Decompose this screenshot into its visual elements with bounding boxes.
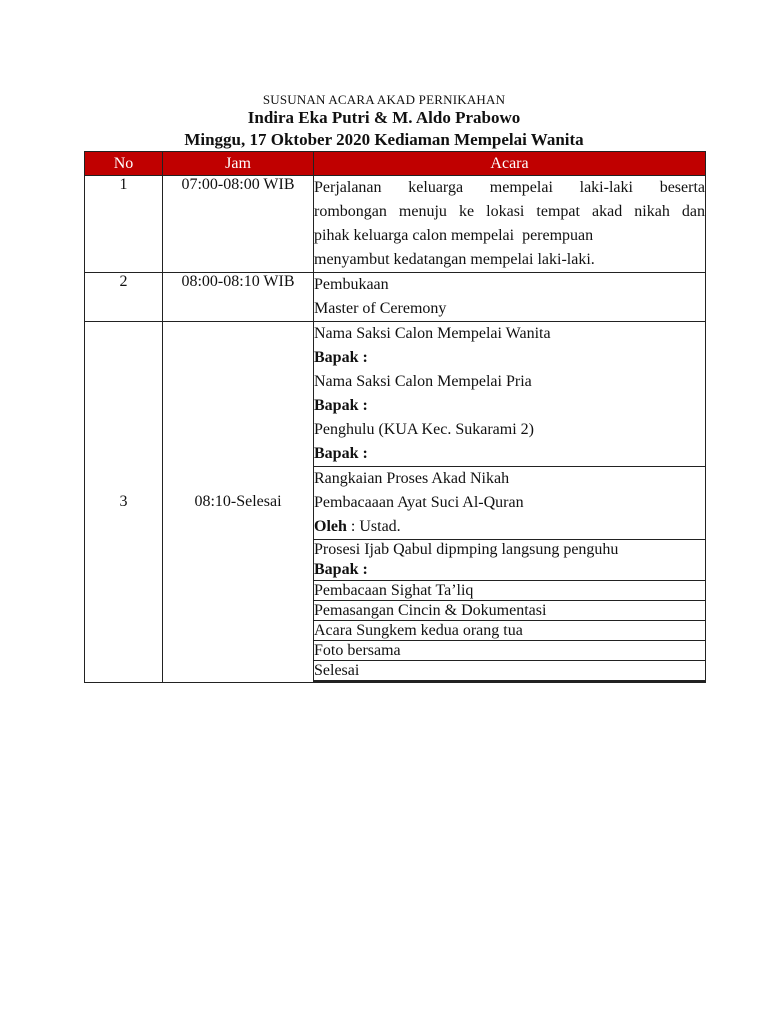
column-header-acara: Acara — [314, 152, 706, 176]
row-activity — [314, 273, 706, 322]
bapak-label — [314, 442, 705, 466]
saksi-pria: Nama Saksi Calon Mempelai Pria — [314, 373, 532, 390]
row-number: 1 — [85, 176, 163, 273]
row-number: 2 — [85, 273, 163, 322]
bapak-label-text: Bapak : — [314, 445, 368, 462]
activity-line: menyambut kedatangan mempelai laki-laki. — [314, 251, 595, 268]
saksi-block — [314, 322, 706, 467]
item-text: Selesai — [314, 662, 360, 679]
list-item — [314, 581, 706, 601]
rangkaian-block — [314, 467, 706, 540]
table-row — [85, 273, 706, 322]
rangkaian-title: Rangkaian Proses Akad Nikah — [314, 470, 510, 487]
bapak-label-text: Bapak : — [314, 349, 368, 366]
list-item — [314, 621, 706, 641]
couple-names: Indira Eka Putri & M. Aldo Prabowo — [247, 108, 521, 127]
item-text: Acara Sungkem kedua orang tua — [314, 622, 523, 639]
list-item — [314, 661, 706, 681]
ijab-title: Prosesi Ijab Qabul dipmping langsung penguhu — [314, 541, 619, 558]
ayat-suci: Pembacaaan Ayat Suci Al-Quran — [314, 494, 524, 511]
item-text: Pembacaan Sighat Ta’liq — [314, 582, 474, 599]
oleh-line — [314, 515, 705, 539]
row-time: 07:00-08:00 WIB — [163, 176, 314, 273]
row-time: 08:10-Selesai — [163, 322, 314, 683]
saksi-wanita: Nama Saksi Calon Mempelai Wanita — [314, 325, 551, 342]
list-item — [314, 641, 706, 661]
table-header-row — [85, 152, 706, 176]
table-row — [85, 176, 706, 273]
row-number: 3 — [85, 322, 163, 683]
table-row — [85, 322, 706, 467]
column-header-no: No — [85, 152, 163, 176]
activity-line: rombongan menuju ke lokasi tempat akad nikah dan — [314, 203, 705, 220]
penghulu: Penghulu (KUA Kec. Sukarami 2) — [314, 421, 534, 438]
ijab-block — [314, 540, 706, 581]
item-text: Pemasangan Cincin & Dokumentasi — [314, 602, 547, 619]
row-time: 08:00-08:10 WIB — [163, 273, 314, 322]
column-header-jam: Jam — [163, 152, 314, 176]
oleh-value: : Ustad. — [346, 518, 401, 535]
bapak-label — [314, 346, 705, 370]
list-item — [314, 601, 706, 621]
list-item-empty — [314, 682, 706, 683]
activity-line: pihak keluarga calon mempelai perempuan — [314, 227, 594, 244]
document-subtitle: SUSUNAN ACARA AKAD PERNIKAHAN — [262, 92, 506, 107]
event-date-location: Minggu, 17 Oktober 2020 Kediaman Mempelai Wanita — [184, 130, 584, 149]
activity-line: Perjalanan keluarga mempelai laki-laki beserta — [314, 179, 705, 196]
schedule-table — [84, 151, 706, 683]
bapak-label-text: Bapak : — [314, 561, 368, 578]
row-activity — [314, 176, 706, 273]
bapak-label-text: Bapak : — [314, 397, 368, 414]
activity-line: Pembukaan — [314, 276, 389, 293]
activity-line: Master of Ceremony — [314, 300, 447, 317]
bapak-label — [314, 560, 705, 580]
bapak-label — [314, 394, 705, 418]
oleh-label: Oleh — [314, 518, 347, 535]
item-text: Foto bersama — [314, 642, 401, 659]
